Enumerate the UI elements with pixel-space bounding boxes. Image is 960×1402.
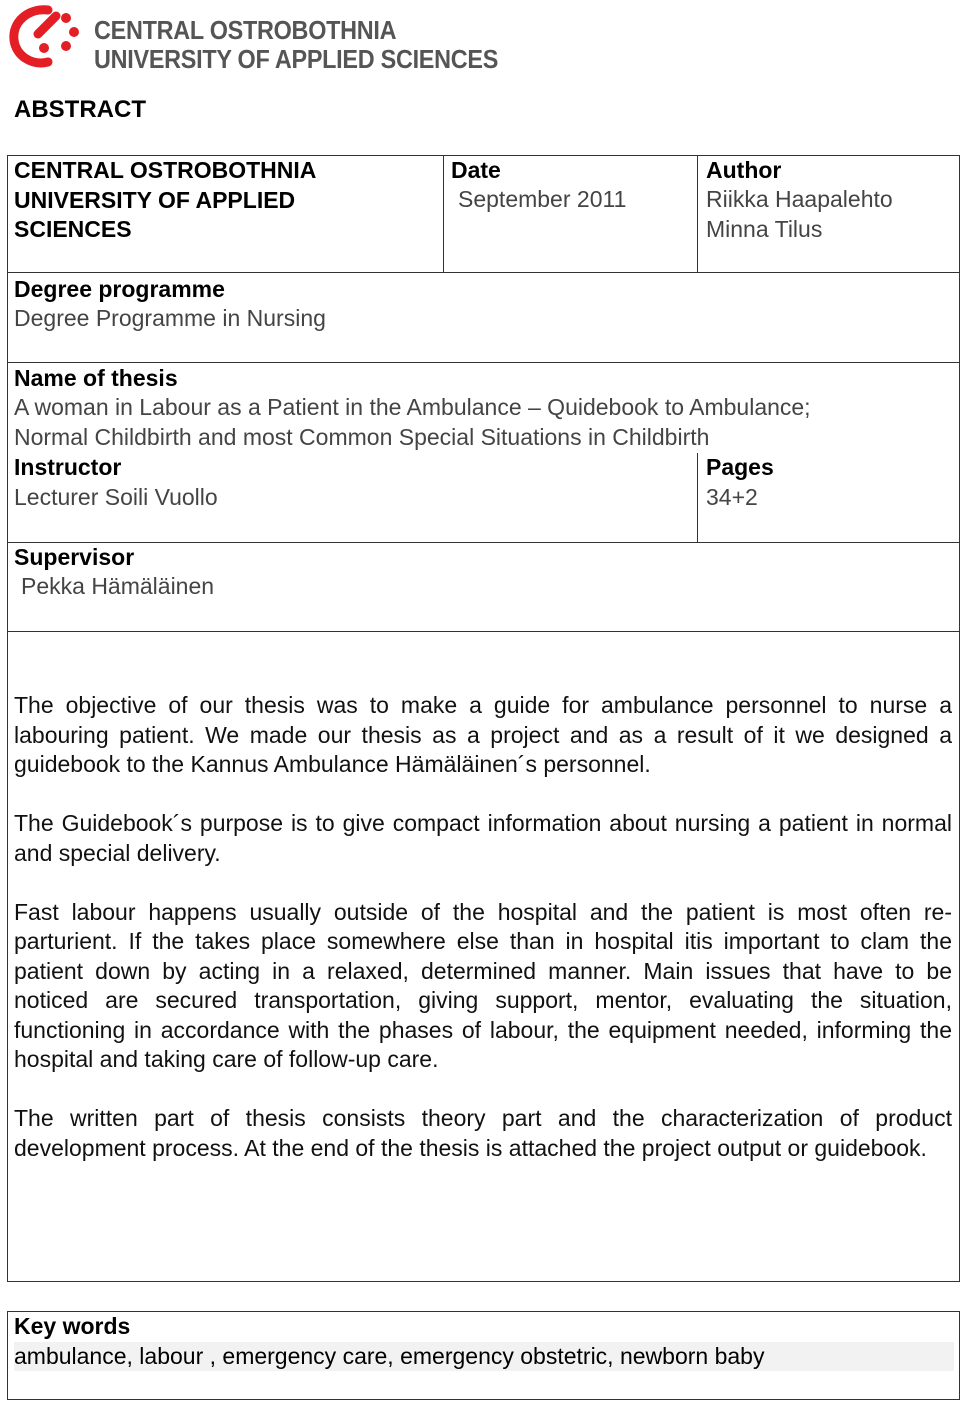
author-name: Minna Tilus	[706, 216, 823, 242]
table-divider	[443, 155, 444, 273]
table-divider	[7, 272, 960, 273]
table-divider	[697, 453, 698, 543]
page-title: ABSTRACT	[14, 96, 146, 123]
university-logo	[8, 4, 498, 72]
degree-label: Degree programme	[14, 276, 225, 302]
date-label: Date	[451, 157, 501, 183]
supervisor-label: Supervisor	[14, 544, 135, 570]
author-label: Author	[706, 157, 782, 183]
thesis-title: A woman in Labour as a Patient in the Ambulance – Quidebook to Ambulance;	[14, 394, 811, 420]
keywords-label: Key words	[14, 1313, 131, 1339]
keywords-value: ambulance, labour , emergency care, emergency obstetric, newborn baby	[14, 1342, 954, 1371]
logo-wordmark	[94, 16, 498, 74]
instructor-label: Instructor	[14, 454, 122, 480]
logo-line-1: CENTRAL OSTROBOTHNIA	[94, 15, 397, 45]
table-divider	[7, 542, 960, 543]
abstract-text	[14, 691, 952, 1193]
thesis-title: Normal Childbirth and most Common Special Situations in Childbirth	[14, 424, 710, 450]
author-name: Riikka Haapalehto	[706, 186, 893, 212]
instructor-value: Lecturer Soili Vuollo	[14, 484, 218, 510]
table-divider	[7, 362, 960, 363]
table-divider	[697, 155, 698, 273]
university-logo-mark-icon	[8, 4, 84, 70]
abstract-paragraph: The objective of our thesis was to make a guide for ambulance personnel to nurse a labouring patient. We made our thesis as a project and as a result of it we designed a guidebook to the Kannus Ambulance Hämäläinen´s personnel.	[14, 692, 952, 777]
pages-value: 34+2	[706, 484, 758, 510]
abstract-paragraph: Fast labour happens usually outside of the hospital and the patient is most often re-parturient. If the takes place somewhere else than in hospital itis important to clam the patient down by acting in a relaxed, determined manner. Main issues that have to be noticed are secured transportation, giving support, mentor, evaluating the situation, functioning in accordance with the phases of labour, the equipment needed, informing the hospital and taking care of follow-up care.	[14, 898, 952, 1072]
abstract-paragraph: The written part of thesis consists theory part and the characterization of product development process. At the end of the thesis is attached the project output or guidebook.	[14, 1105, 952, 1161]
thesis-label: Name of thesis	[14, 365, 178, 391]
degree-value: Degree Programme in Nursing	[14, 305, 326, 331]
pages-label: Pages	[706, 454, 774, 480]
logo-line-2: UNIVERSITY OF APPLIED SCIENCES	[94, 44, 499, 74]
institution-name: CENTRAL OSTROBOTHNIA UNIVERSITY OF APPLIED SCIENCES	[14, 157, 317, 242]
abstract-paragraph: The Guidebook´s purpose is to give compact information about nursing a patient in normal and special delivery.	[14, 810, 952, 866]
date-value: September 2011	[458, 186, 627, 212]
supervisor-value: Pekka Hämäläinen	[21, 573, 215, 599]
